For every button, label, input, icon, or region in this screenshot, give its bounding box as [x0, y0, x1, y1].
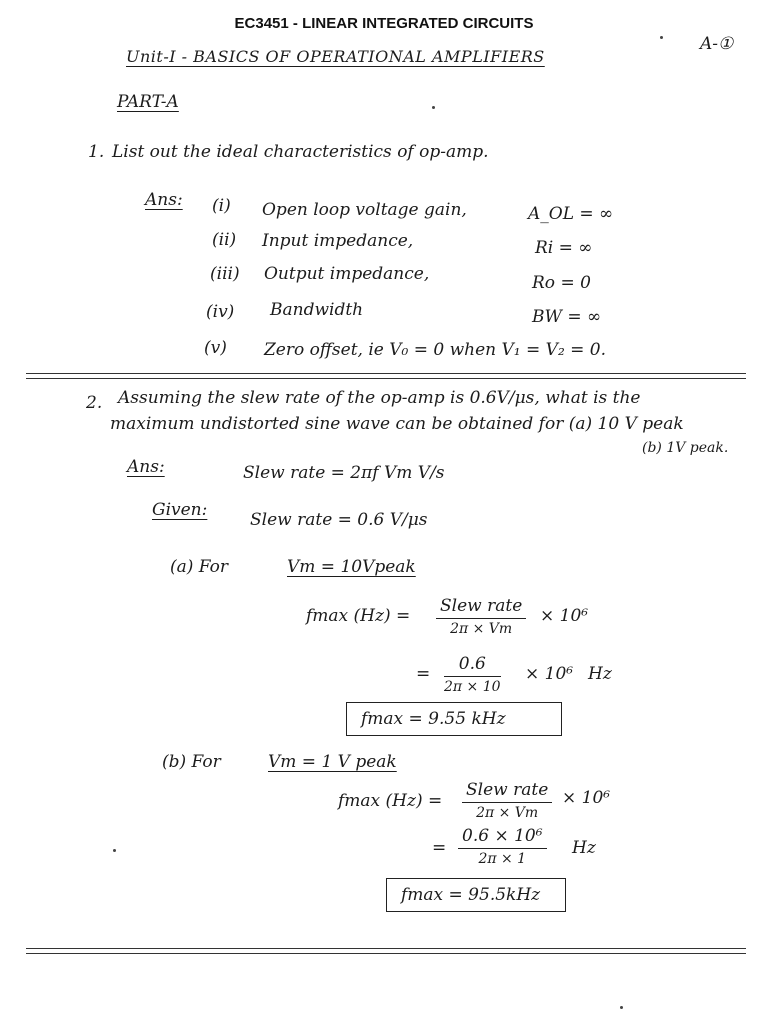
- given-value: Slew rate = 0.6 V/μs: [250, 510, 428, 530]
- part-a-fraction-1: [436, 596, 526, 637]
- fraction-denominator: 2π × Vm: [450, 621, 513, 637]
- q1-item-value: BW = ∞: [532, 307, 602, 327]
- part-b-fraction-2: [458, 826, 547, 867]
- q1-item-num: (i): [212, 196, 231, 216]
- part-b-equals: =: [432, 838, 447, 858]
- separator-line: [26, 373, 746, 374]
- part-b-fraction-1: [462, 780, 552, 821]
- q1-item-text: Open loop voltage gain,: [262, 200, 467, 220]
- part-a-unit: Hz: [588, 664, 612, 684]
- q1-item-text: Zero offset, ie V₀ = 0 when V₁ = V₂ = 0.: [264, 340, 607, 360]
- part-b-fmax-lhs: fmax (Hz) =: [338, 791, 443, 811]
- q2-text-line1: Assuming the slew rate of the op-amp is 0.6V/μs, what is the: [118, 388, 641, 408]
- q1-item-value: Ro = 0: [532, 273, 591, 293]
- q1-item-num: (v): [204, 338, 227, 358]
- q1-number: 1.: [88, 142, 105, 162]
- q1-ans-label: Ans:: [145, 190, 183, 210]
- fraction-numerator: Slew rate: [462, 780, 552, 803]
- document-header: EC3451 - LINEAR INTEGRATED CIRCUITS: [234, 15, 534, 32]
- part-a-result-box: fmax = 9.55 kHz: [346, 702, 562, 736]
- part-a-label: (a) For: [170, 557, 229, 577]
- q1-item-text: Output impedance,: [264, 264, 430, 284]
- part-a-condition: Vm = 10Vpeak: [287, 557, 416, 577]
- part-b-condition: Vm = 1 V peak: [268, 752, 397, 772]
- fraction-numerator: 0.6 × 10⁶: [458, 826, 547, 849]
- part-a-fmax-lhs: fmax (Hz) =: [306, 606, 411, 626]
- q2-number: 2.: [86, 393, 103, 413]
- fraction-denominator: 2π × Vm: [476, 805, 539, 821]
- part-b-multiplier: × 10⁶: [562, 788, 611, 808]
- part-a-equals: =: [416, 664, 431, 684]
- q1-text: List out the ideal characteristics of op-amp.: [112, 142, 489, 162]
- part-a-fraction-2: [444, 654, 501, 695]
- part-a-multiplier: × 10⁶: [540, 606, 589, 626]
- separator-line: [26, 948, 746, 949]
- q2-ans-label: Ans:: [127, 457, 165, 477]
- q1-item-num: (ii): [212, 230, 237, 250]
- slew-rate-formula: Slew rate = 2πf Vm V/s: [243, 463, 445, 483]
- separator-line: [26, 378, 746, 379]
- scan-speck: [432, 106, 435, 109]
- page-tag: A-①: [700, 34, 734, 54]
- part-a-multiplier-2: × 10⁶: [525, 664, 574, 684]
- unit-title: Unit-I - BASICS OF OPERATIONAL AMPLIFIERS: [126, 47, 545, 66]
- scan-speck: [113, 849, 116, 852]
- scan-speck: [620, 1006, 623, 1009]
- part-b-unit: Hz: [572, 838, 596, 858]
- q1-item-value: Ri = ∞: [535, 238, 593, 258]
- q1-item-num: (iv): [206, 302, 235, 322]
- scan-speck: [660, 36, 663, 39]
- fraction-numerator: Slew rate: [436, 596, 526, 619]
- q1-item-text: Input impedance,: [262, 231, 414, 251]
- q1-item-num: (iii): [210, 264, 240, 284]
- part-label: PART-A: [117, 92, 179, 112]
- q2-text-line3: (b) 1V peak.: [642, 440, 729, 456]
- fraction-numerator: 0.6: [444, 654, 501, 677]
- q1-item-value: A_OL = ∞: [528, 204, 614, 224]
- fraction-denominator: 2π × 10: [444, 679, 501, 695]
- q1-item-text: Bandwidth: [270, 300, 364, 320]
- given-label: Given:: [152, 500, 208, 520]
- fraction-denominator: 2π × 1: [478, 851, 527, 867]
- separator-line: [26, 953, 746, 954]
- part-b-result-box: fmax = 95.5kHz: [386, 878, 566, 912]
- part-b-label: (b) For: [162, 752, 221, 772]
- q2-text-line2: maximum undistorted sine wave can be obtained for (a) 10 V peak: [110, 414, 684, 434]
